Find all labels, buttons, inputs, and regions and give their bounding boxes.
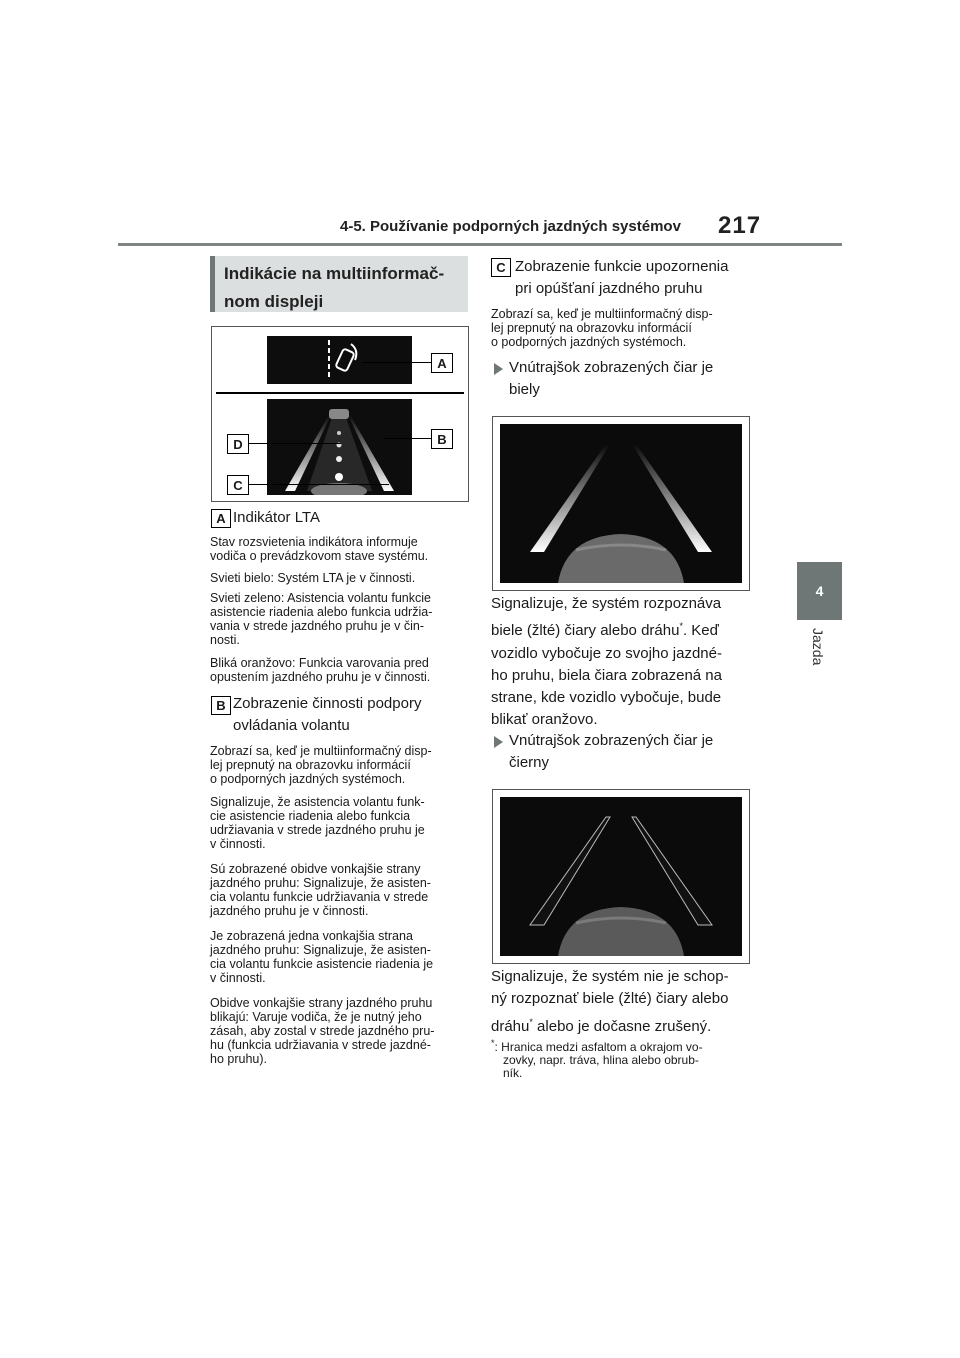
text-line: biely	[509, 381, 540, 398]
text-line: Vnútrajšok zobrazených čiar je	[509, 732, 714, 749]
text-line: Signalizuje, že asistencia volantu funk-	[210, 795, 425, 809]
section-heading	[210, 256, 468, 312]
item-c-para	[491, 307, 713, 349]
text-line: lej prepnutý na obrazovku informácií	[491, 321, 692, 335]
text-line: hu (funkcia udržiavania v strede jazdné-	[210, 1038, 431, 1052]
callout-c: C	[227, 475, 249, 495]
callout-b: B	[431, 429, 453, 449]
text-line: vania v strede jazdného pruhu je v čin-	[210, 619, 425, 633]
display-screen	[500, 424, 742, 583]
text-line: jazdného pruhu: Signalizuje, že asisten-	[210, 876, 431, 890]
figure-display-indications	[211, 326, 469, 502]
text-line: strane, kde vozidlo vybočuje, bude	[491, 689, 722, 707]
label-b: B	[211, 696, 231, 715]
text-span: dráhu	[491, 1017, 530, 1035]
text-line: cia volantu funkcie udržiavania v strede	[210, 890, 429, 904]
text-line: vozidlo vybočuje zo svojho jazdné-	[491, 644, 722, 662]
text-line: Zobrazí sa, keď je multiinformačný disp-	[491, 307, 713, 321]
item-b-para-1	[210, 744, 432, 786]
item-a-para-2	[210, 571, 415, 585]
text-line	[491, 1037, 703, 1054]
text-line: ho pruhu).	[210, 1052, 267, 1066]
item-b-para-2	[210, 795, 425, 851]
text-line: v činnosti.	[210, 971, 266, 985]
text-line: blikať oranžovo.	[491, 711, 598, 729]
figure-black-lines	[492, 789, 750, 964]
item-a-para-1	[210, 535, 428, 563]
text-black-lines	[491, 966, 729, 1038]
title-line: pri opúšťaní jazdného pruhu	[515, 280, 703, 297]
text-line: o podporných jazdných systémoch.	[491, 335, 687, 349]
item-c-title	[515, 256, 728, 300]
lta-indicator-panel	[267, 336, 412, 384]
callout-a: A	[431, 353, 453, 373]
text-line: nosti.	[210, 633, 240, 647]
text-line: asistencie riadenia alebo funkcia udržia-	[210, 605, 433, 619]
text-line: Sú zobrazené obidve vonkajšie strany	[210, 862, 421, 876]
text-line: jazdného pruhu je v činnosti.	[210, 904, 369, 918]
footnote	[491, 1037, 703, 1080]
display-screen	[500, 797, 742, 956]
text-line: cia volantu funkcie asistencie riadenia je	[210, 957, 434, 971]
text-line: lej prepnutý na obrazovku informácií	[210, 758, 411, 772]
page-number: 217	[718, 212, 762, 239]
text-line: Bliká oranžovo: Funkcia varovania pred	[210, 656, 429, 670]
text-line: opustením jazdného pruhu je v činnosti.	[210, 670, 431, 684]
figure-white-lines	[492, 416, 750, 591]
header-rule	[118, 243, 842, 246]
text-span: biele (žlté) čiary alebo dráhu	[491, 622, 680, 640]
lane-graphic	[267, 399, 412, 495]
running-header-title: 4-5. Používanie podporných jazdných systémov	[340, 218, 681, 235]
text-line: ný rozpoznať biele (žlté) čiary alebo	[491, 990, 729, 1008]
text-white-lines	[491, 593, 722, 732]
bullet-triangle-icon	[494, 363, 503, 375]
text-span: alebo je dočasne zrušený.	[532, 1017, 712, 1035]
text-line	[491, 615, 722, 642]
text-line: ník.	[503, 1066, 523, 1080]
section-heading-line-1: Indikácie na multiinformač-	[224, 264, 445, 283]
text-line: Je zobrazená jedna vonkajšia strana	[210, 929, 413, 943]
chapter-tab: 4	[797, 562, 842, 620]
bullet-triangle-icon	[494, 736, 503, 748]
item-b-para-5	[210, 996, 434, 1066]
text-span: . Keď	[682, 622, 719, 640]
white-lane-lines-graphic	[500, 424, 742, 583]
text-line: vodiča o prevádzkovom stave systému.	[210, 549, 429, 563]
title-line: ovládania volantu	[233, 717, 350, 734]
footnote-ref: *	[679, 621, 683, 632]
bullet-white-lines	[509, 357, 713, 401]
text-line: udržiavania v strede jazdného pruhu je	[210, 823, 425, 837]
text-span: Signalizuje, že systém rozpoznáva	[491, 595, 722, 612]
text-line: v činnosti.	[210, 837, 266, 851]
item-b-para-3	[210, 862, 431, 918]
text-span: : Hranica medzi asfaltom a okrajom vo-	[494, 1040, 703, 1054]
item-b-title	[233, 693, 421, 737]
text-line: zásah, aby zostal v strede jazdného pru-	[210, 1024, 435, 1038]
footnote-ref: *	[529, 1016, 533, 1027]
item-a-title: Indikátor LTA	[233, 509, 320, 526]
item-b-para-4	[210, 929, 433, 985]
callout-d: D	[227, 434, 249, 454]
text-line	[491, 1011, 729, 1038]
bullet-black-lines	[509, 730, 713, 774]
title-line: Zobrazenie činnosti podpory	[233, 695, 422, 712]
section-heading-line-2: nom displeji	[224, 292, 324, 311]
text-line: čierny	[509, 754, 550, 771]
outlined-lane-lines-graphic	[500, 797, 742, 956]
chapter-label: Jazda	[810, 628, 826, 666]
text-line: Obidve vonkajšie strany jazdného pruhu	[210, 996, 433, 1010]
lta-indicator-icon	[267, 336, 412, 384]
text-line: Zobrazí sa, keď je multiinformačný disp-	[210, 744, 432, 758]
text-line: Svieti zeleno: Asistencia volantu funkcie	[210, 591, 431, 605]
text-line	[491, 593, 722, 615]
figure-divider	[216, 392, 464, 394]
leader-a	[362, 362, 431, 363]
text-line: Vnútrajšok zobrazených čiar je	[509, 359, 714, 376]
text-line: o podporných jazdných systémoch.	[210, 772, 406, 786]
item-a-para-3	[210, 591, 432, 647]
text-line: Svieti bielo: Systém LTA je v činnosti.	[210, 571, 416, 585]
leader-c	[249, 484, 389, 485]
leader-b	[384, 438, 431, 439]
text-line: ho pruhu, biela čiara zobrazená na	[491, 666, 722, 684]
title-line: Zobrazenie funkcie upozornenia	[515, 258, 729, 275]
leader-d	[249, 443, 341, 444]
text-line: zovky, napr. tráva, hlina alebo obrub-	[503, 1053, 699, 1067]
text-line: Signalizuje, že systém nie je schop-	[491, 968, 729, 985]
text-line: blikajú: Varuje vodiča, že je nutný jeho	[210, 1010, 422, 1024]
lane-display-panel	[267, 399, 412, 495]
text-line: Stav rozsvietenia indikátora informuje	[210, 535, 418, 549]
footnote-mark: *	[491, 1038, 495, 1048]
label-a: A	[211, 509, 231, 528]
text-line: cie asistencie riadenia alebo funkcia	[210, 809, 411, 823]
item-a-para-4	[210, 656, 430, 684]
label-c: C	[491, 258, 511, 277]
text-line: jazdného pruhu: Signalizuje, že asisten-	[210, 943, 431, 957]
